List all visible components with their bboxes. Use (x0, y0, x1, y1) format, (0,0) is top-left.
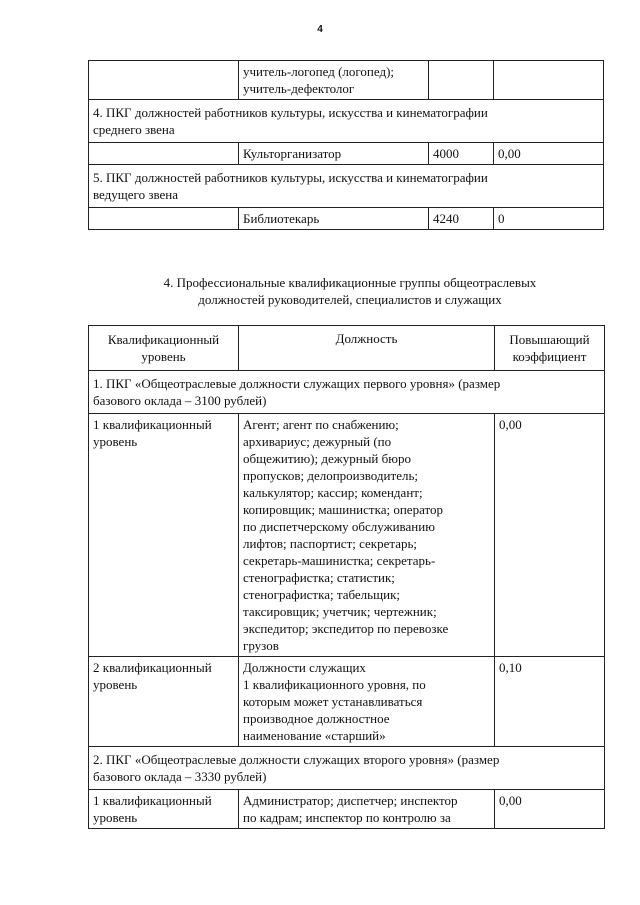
header-coef: Повышающий коэффициент (495, 326, 605, 371)
position-cell: учитель-логопед (логопед); учитель-дефектолог (239, 61, 429, 100)
group-title: 2. ПКГ «Общеотраслевые должности служащих второго уровня» (размер базового оклада – 3330 рублей) (89, 747, 605, 790)
salary-cell (429, 61, 494, 100)
position-cell: Администратор; диспетчер; инспектор по кадрам; инспектор по контролю за (239, 790, 495, 829)
group-title: 5. ПКГ должностей работников культуры, искусства и кинематографии ведущего звена (89, 165, 604, 208)
group-title: 4. ПКГ должностей работников культуры, искусства и кинематографии среднего звена (89, 100, 604, 143)
level-cell: 2 квалификационный уровень (89, 657, 239, 747)
page-number: 4 (317, 24, 323, 35)
empty-cell (89, 208, 239, 230)
level-cell: 1 квалификационный уровень (89, 414, 239, 657)
group-row (89, 165, 604, 208)
section-title: 4. Профессиональные квалификационные группы общеотраслевых должностей руководителей, специалистов и служащих (163, 275, 537, 307)
empty-cell (89, 61, 239, 100)
coef-cell: 0,00 (494, 143, 604, 165)
level-cell: 1 квалификационный уровень (89, 790, 239, 829)
group-row (89, 371, 605, 414)
coef-cell: 0 (494, 208, 604, 230)
header-level: Квалификационный уровень (89, 326, 239, 371)
coef-cell: 0,00 (495, 790, 605, 829)
coef-cell: 0,10 (495, 657, 605, 747)
table-row (89, 790, 605, 829)
top-table (88, 60, 604, 230)
table-row (89, 208, 604, 230)
coef-cell (494, 61, 604, 100)
group-row (89, 100, 604, 143)
table-row (89, 657, 605, 747)
header-row (89, 326, 605, 371)
group-title: 1. ПКГ «Общеотраслевые должности служащих первого уровня» (размер базового оклада – 3100 рублей) (89, 371, 605, 414)
coef-cell: 0,00 (495, 414, 605, 657)
salary-cell: 4000 (429, 143, 494, 165)
position-cell: Должности служащих 1 квалификационного уровня, по которым может устанавливаться производное должностное наименование «старший» (239, 657, 495, 747)
header-position: Должность (239, 326, 495, 371)
salary-cell: 4240 (429, 208, 494, 230)
table-row (89, 414, 605, 657)
main-table (88, 325, 605, 829)
table-row (89, 61, 604, 100)
table-row (89, 143, 604, 165)
position-cell: Агент; агент по снабжению; архивариус; дежурный (по общежитию); дежурный бюро пропусков; делопроизводитель; калькулятор; кассир; комендант; копировщик; машинистка; оператор по диспетчерскому обслуживанию лифтов; паспортист; секретарь; секретарь-машинистка; секретарь- стенографистка; статистик; стенографистка; табельщик; таксировщик; учетчик; чертежник; экспедитор; экспедитор по перевозке грузов (239, 414, 495, 657)
position-cell: Культорганизатор (239, 143, 429, 165)
group-row (89, 747, 605, 790)
position-cell: Библиотекарь (239, 208, 429, 230)
empty-cell (89, 143, 239, 165)
